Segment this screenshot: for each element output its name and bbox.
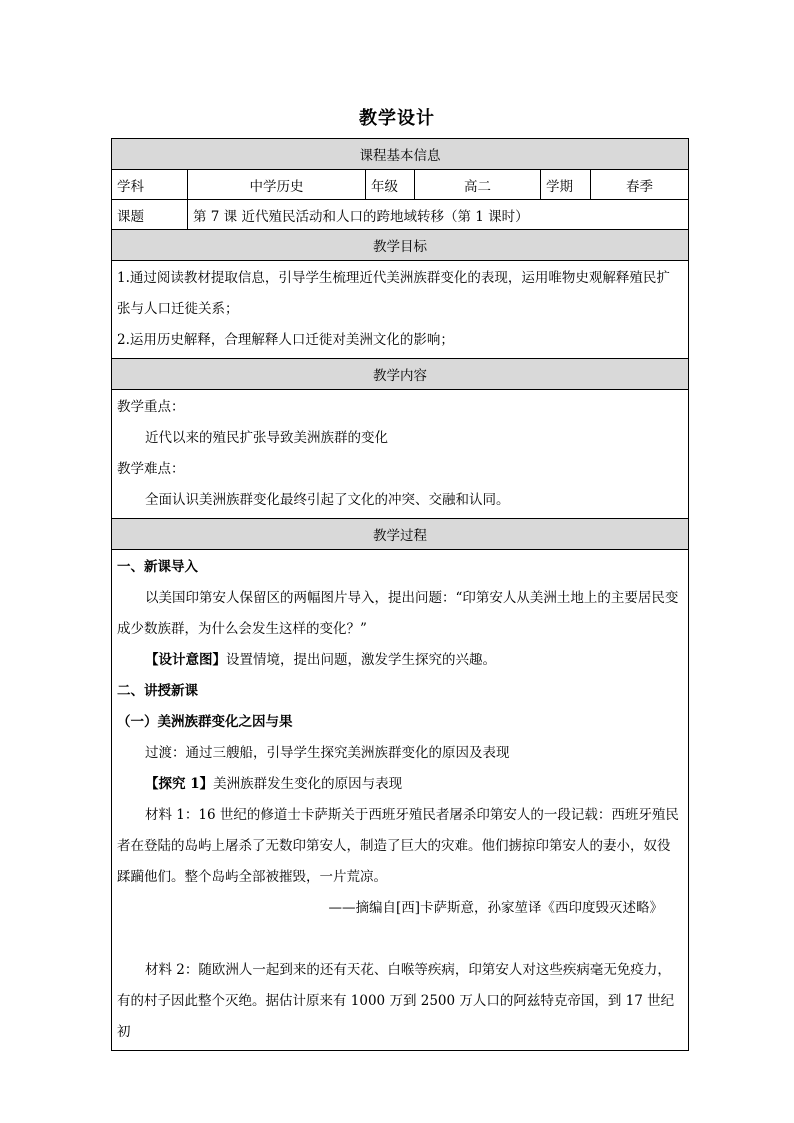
- material-1-source: ——摘编自[西]卡萨斯意，孙家堃译《西印度毁灭述略》: [328, 900, 664, 916]
- objectives-body: [112, 261, 689, 359]
- section-title: 课程基本信息: [112, 139, 689, 170]
- part2-heading: 二、讲授新课: [117, 683, 198, 699]
- objective-item: 2.运用历史解释，合理解释人口迁徙对美洲文化的影响；: [117, 332, 454, 348]
- difficult-point-text: 全面认识美洲族群变化最终引起了文化的冲突、交融和认同。: [145, 492, 510, 508]
- section-header-process: [112, 519, 689, 550]
- section-title: 教学过程: [112, 519, 689, 550]
- section-title: 教学目标: [112, 230, 689, 261]
- content-row: [112, 390, 689, 519]
- objective-item: 1.通过阅读教材提取信息，引导学生梳理近代美洲族群变化的表现，运用唯物史观解释殖民扩张与人口迁徙关系；: [117, 270, 670, 317]
- transition-text: 过渡：通过三艘船，引导学生探究美洲族群变化的原因及表现: [145, 745, 510, 761]
- subsection-heading: （一）美洲族群变化之因与果: [117, 714, 293, 730]
- process-body: [112, 550, 689, 1051]
- part1-heading: 一、新课导入: [117, 559, 198, 575]
- topic-row: [112, 200, 689, 230]
- design-intent-text: 设置情境，提出问题，激发学生探究的兴趣。: [226, 652, 496, 668]
- content-body: [112, 390, 689, 519]
- subject-value: 中学历史: [188, 170, 366, 200]
- blank-line: [117, 924, 683, 955]
- explore-1: [117, 769, 683, 800]
- term-value: 春季: [591, 170, 689, 200]
- info-row: [112, 170, 689, 200]
- grade-value: 高二: [415, 170, 541, 200]
- part1-text: 以美国印第安人保留区的两幅图片导入，提出问题：“印第安人从美洲土地上的主要居民变成少数族群，为什么会发生这样的变化？”: [117, 590, 679, 637]
- objectives-row: [112, 261, 689, 359]
- difficult-point-label: 教学难点：: [117, 461, 185, 477]
- grade-label: 年级: [366, 170, 415, 200]
- section-title: 教学内容: [112, 359, 689, 390]
- explore-text: 美洲族群发生变化的原因与表现: [213, 776, 403, 792]
- material-1: 材料 1：16 世纪的修道士卡萨斯关于西班牙殖民者屠杀印第安人的一段记载：西班牙殖民者在登陆的岛屿上屠杀了无数印第安人，制造了巨大的灾难。他们掳掠印第安人的妻小，奴役蹂躏他们。整个岛屿全部被摧毁，一片荒凉。: [117, 807, 679, 885]
- lesson-plan-table: [111, 138, 689, 1051]
- topic-value: 第 7 课 近代殖民活动和人口的跨地域转移（第 1 课时）: [188, 200, 689, 230]
- design-intent-tag: 【设计意图】: [145, 652, 226, 668]
- key-point-text: 近代以来的殖民扩张导致美洲族群的变化: [145, 430, 388, 446]
- subject-label: 学科: [112, 170, 188, 200]
- document-title: 教学设计: [359, 108, 435, 129]
- design-intent: [117, 645, 683, 676]
- topic-label: 课题: [112, 200, 188, 230]
- process-row: [112, 550, 689, 1051]
- key-point-label: 教学重点：: [117, 399, 185, 415]
- section-header-basic-info: [112, 139, 689, 170]
- term-label: 学期: [541, 170, 591, 200]
- section-header-objectives: [112, 230, 689, 261]
- material-2: 材料 2：随欧洲人一起到来的还有天花、白喉等疾病，印第安人对这些疾病毫无免疫力，有的村子因此整个灭绝。据估计原来有 1000 万到 2500 万人口的阿兹特克帝国，到 17 世纪初: [117, 962, 675, 1040]
- section-header-content: [112, 359, 689, 390]
- explore-tag: 【探究 1】: [145, 776, 214, 792]
